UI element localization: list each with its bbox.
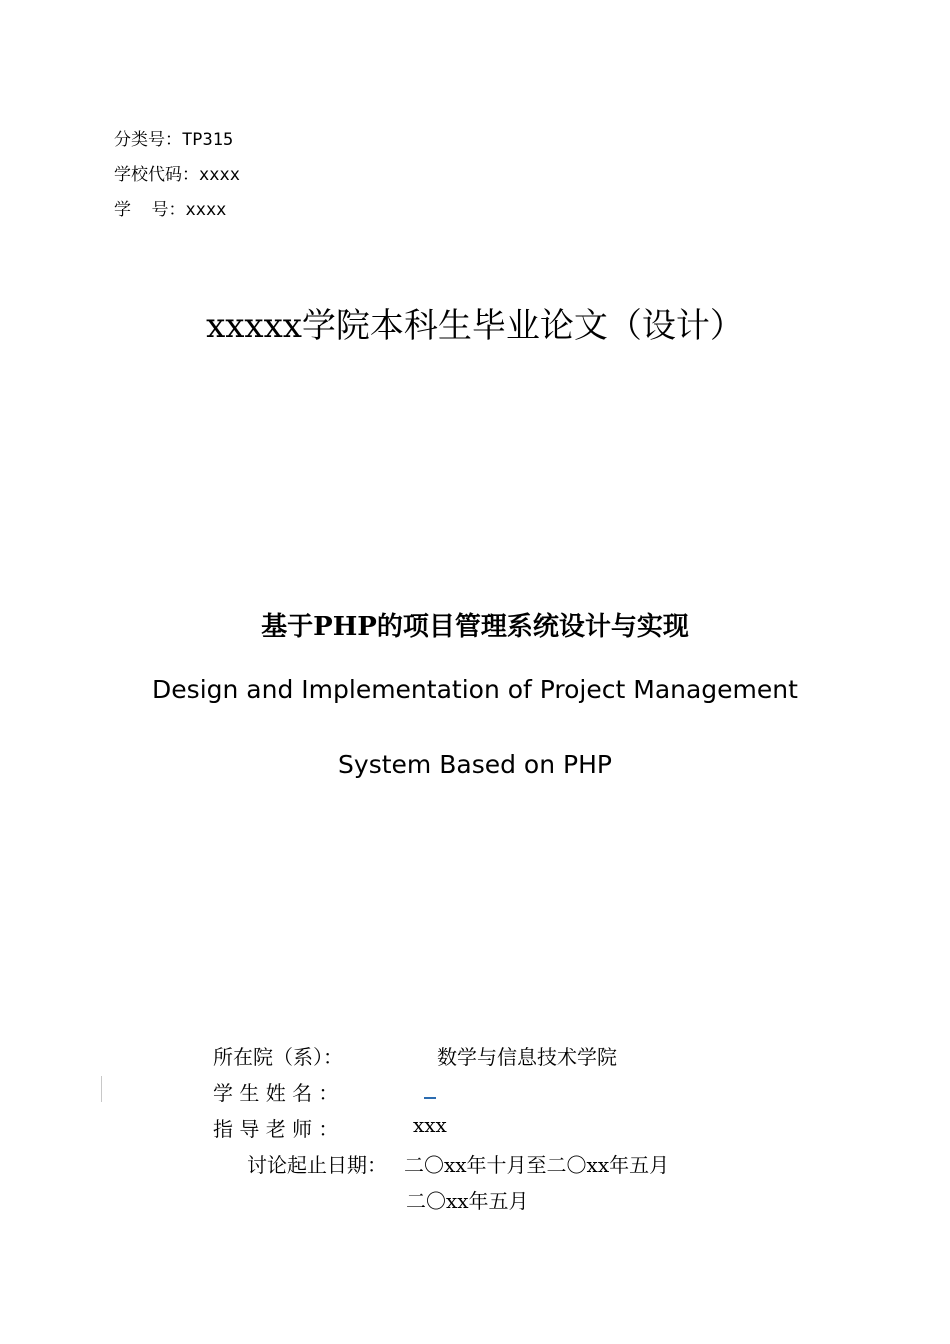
school-code: 学校代码：xxxx xyxy=(114,165,240,185)
completion-date: 二〇xx年五月 xyxy=(406,1189,529,1213)
student-id: 学 号：xxxx xyxy=(114,200,227,220)
chinese-title: 基于PHP的项目管理系统设计与实现 xyxy=(261,612,689,642)
text-cursor xyxy=(424,1097,436,1099)
student-name-label: 学 生 姓 名 ： xyxy=(213,1081,339,1105)
english-title-line-1: Design and Implementation of Project Management xyxy=(152,675,798,704)
date-range-label: 讨论起止日期： xyxy=(247,1153,387,1177)
classification-number: 分类号：TP315 xyxy=(114,130,234,150)
english-title-line-2: System Based on PHP xyxy=(338,750,612,779)
department-value: 数学与信息技术学院 xyxy=(437,1045,617,1069)
advisor-label: 指 导 老 师 ： xyxy=(213,1117,339,1141)
thesis-heading: xxxxx学院本科生毕业论文（设计） xyxy=(206,306,744,346)
department-label: 所在院（系）： xyxy=(213,1045,343,1069)
margin-mark xyxy=(101,1076,102,1102)
advisor-value: xxx xyxy=(413,1113,447,1137)
date-range-value: 二〇xx年十月至二〇xx年五月 xyxy=(404,1153,670,1177)
